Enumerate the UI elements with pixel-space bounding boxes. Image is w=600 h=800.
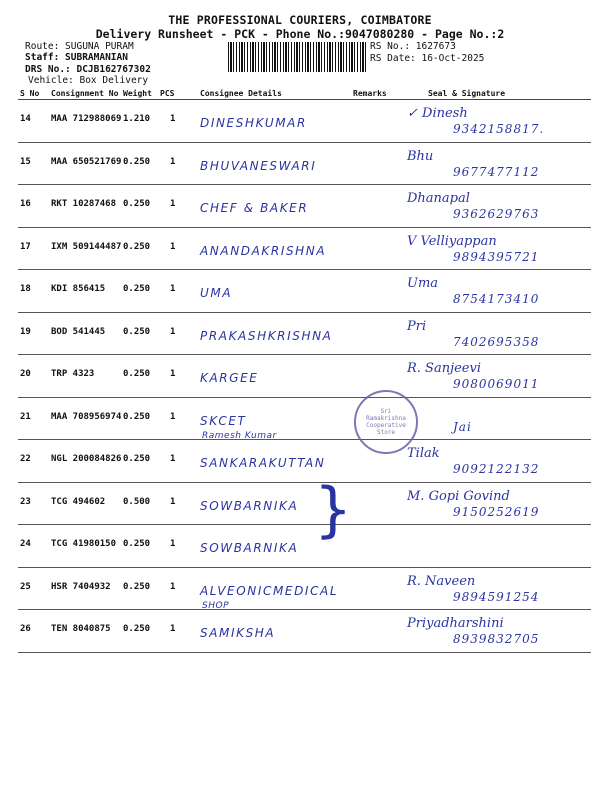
signature: R. Naveen [407, 573, 476, 589]
consignment-number: TCG 494602 [49, 482, 121, 525]
table-row [18, 185, 591, 228]
serial-number: 17 [18, 227, 49, 270]
phone-number: 7402695358 [453, 334, 540, 349]
consignee-name: SANKARAKUTTAN [198, 440, 351, 483]
rs-date: RS Date: 16-Oct-2025 [370, 53, 485, 64]
phone-number: 9080069011 [453, 377, 540, 391]
signature: Bhu [407, 148, 434, 164]
staff-label: Staff: SUBRAMANIAN [25, 52, 128, 63]
consignee-name: SOWBARNIKA [198, 482, 351, 525]
pieces: 1 [158, 312, 198, 355]
consignee-subtext: SHOP [202, 600, 229, 611]
serial-number: 19 [18, 312, 49, 355]
phone-number: 9894395721 [453, 249, 540, 264]
remarks [351, 610, 403, 653]
signature: Priyadharshini [407, 616, 504, 631]
vehicle-label: Vehicle: Box Delivery [28, 75, 149, 86]
signature-cell [403, 440, 591, 483]
weight: 0.250 [121, 142, 158, 185]
consignment-number: MAA 650521769 [49, 142, 121, 185]
remarks [351, 482, 403, 525]
signature: R. Sanjeevi [407, 361, 482, 376]
pieces: 1 [158, 355, 198, 398]
phone-number: 9677477112 [453, 164, 540, 179]
col-pcs: PCS [158, 88, 198, 100]
table-row [18, 100, 591, 143]
signature: Uma [407, 276, 439, 291]
consignment-number: KDI 856415 [49, 270, 121, 313]
serial-number: 20 [18, 355, 49, 398]
signature-cell [403, 185, 591, 228]
consignment-number: TEN 8040875 [49, 610, 121, 653]
weight: 1.210 [121, 100, 158, 143]
pieces: 1 [158, 185, 198, 228]
serial-number: 23 [18, 482, 49, 525]
signature: M. Gopi Govind [407, 488, 510, 504]
remarks [351, 142, 403, 185]
weight: 0.250 [121, 397, 158, 440]
remarks [351, 270, 403, 313]
remarks [351, 227, 403, 270]
phone-number: 9342158817. [453, 122, 545, 136]
weight: 0.250 [121, 270, 158, 313]
pieces: 1 [158, 525, 198, 568]
signature: V Velliyappan [407, 233, 497, 249]
table-row [18, 397, 591, 440]
weight: 0.500 [121, 482, 158, 525]
weight: 0.250 [121, 525, 158, 568]
drs-number: DRS No.: DCJB162767302 [25, 64, 151, 75]
runsheet-title: Delivery Runsheet - PCK - Phone No.:9047080280 - Page No.:2 [95, 27, 505, 41]
signature-cell [403, 227, 591, 270]
phone-number: 9092122132 [453, 462, 540, 476]
consignee-name: CHEF & BAKER [198, 185, 351, 228]
consignment-number: BOD 541445 [49, 312, 121, 355]
consignment-number: HSR 7404932 [49, 567, 121, 610]
table-header-row [18, 88, 591, 100]
weight: 0.250 [121, 610, 158, 653]
phone-number: 9362629763 [453, 207, 540, 221]
consignee-name: BHUVANESWARI [198, 142, 351, 185]
table-row [18, 440, 591, 483]
signature-cell [403, 312, 591, 355]
signature: Dhanapal [407, 191, 470, 206]
table-row [18, 142, 591, 185]
signature-cell [403, 100, 591, 143]
consignee-subtext: Ramesh Kumar [202, 430, 277, 441]
pieces: 1 [158, 270, 198, 313]
pieces: 1 [158, 567, 198, 610]
serial-number: 26 [18, 610, 49, 653]
consignee-name: SOWBARNIKA [198, 525, 351, 568]
col-sno: S No [18, 88, 49, 100]
serial-number: 21 [18, 397, 49, 440]
seal-stamp: Sri Ramakrishna Cooperative Store [354, 390, 418, 454]
phone-number: 9894591254 [453, 589, 540, 604]
grouping-brace: } [314, 475, 353, 545]
remarks [351, 185, 403, 228]
signature-cell [403, 610, 591, 653]
col-signature: Seal & Signature [403, 88, 591, 100]
phone-number: Jai [453, 419, 472, 434]
consignment-number: TCG 41980150 [49, 525, 121, 568]
pieces: 1 [158, 482, 198, 525]
col-weight: Weight [121, 88, 158, 100]
weight: 0.250 [121, 227, 158, 270]
weight: 0.250 [121, 567, 158, 610]
phone-number: 8939832705 [453, 632, 540, 646]
consignee-name: ANANDAKRISHNA [198, 227, 351, 270]
consignee-name: SAMIKSHA [198, 610, 351, 653]
table-row [18, 567, 591, 610]
pieces: 1 [158, 610, 198, 653]
consignment-number: NGL 200084826 [49, 440, 121, 483]
company-title: THE PROFESSIONAL COURIERS, COIMBATORE [168, 13, 432, 27]
weight: 0.250 [121, 355, 158, 398]
consignee-name: UMA [198, 270, 351, 313]
table-row [18, 227, 591, 270]
pieces: 1 [158, 142, 198, 185]
weight: 0.250 [121, 185, 158, 228]
col-remarks: Remarks [351, 88, 403, 100]
phone-number: 8754173410 [453, 292, 540, 306]
pieces: 1 [158, 440, 198, 483]
table-row [18, 312, 591, 355]
barcode [228, 42, 366, 72]
remarks [351, 100, 403, 143]
consignee-name: SKCET Ramesh Kumar [198, 397, 351, 440]
pieces: 1 [158, 397, 198, 440]
consignment-number: TRP 4323 [49, 355, 121, 398]
signature-cell [403, 525, 591, 568]
consignee-name: PRAKASHKRISHNA [198, 312, 351, 355]
route-label: Route: SUGUNA PURAM [25, 41, 134, 52]
consignment-number: RKT 10287468 [49, 185, 121, 228]
consignment-number: MAA 708956974 [49, 397, 121, 440]
pieces: 1 [158, 227, 198, 270]
signature-cell [403, 270, 591, 313]
pieces: 1 [158, 100, 198, 143]
serial-number: 18 [18, 270, 49, 313]
signature: Pri [407, 318, 427, 334]
serial-number: 25 [18, 567, 49, 610]
serial-number: 14 [18, 100, 49, 143]
phone-number: 9150252619 [453, 504, 540, 519]
runsheet-table [18, 88, 591, 653]
consignee-name: DINESHKUMAR [198, 100, 351, 143]
consignment-number: IXM 509144487 [49, 227, 121, 270]
table-row [18, 610, 591, 653]
serial-number: 22 [18, 440, 49, 483]
signature-cell [403, 567, 591, 610]
col-consignee: Consignee Details [198, 88, 351, 100]
serial-number: 15 [18, 142, 49, 185]
consignee-name: KARGEE [198, 355, 351, 398]
table-row [18, 355, 591, 398]
weight: 0.250 [121, 440, 158, 483]
table-row [18, 270, 591, 313]
signature: ✓ Dinesh [407, 106, 468, 121]
col-consignment: Consignment No [49, 88, 121, 100]
signature-cell [403, 482, 591, 525]
remarks [351, 525, 403, 568]
table-row [18, 482, 591, 525]
remarks [351, 312, 403, 355]
rs-number: RS No.: 1627673 [370, 41, 456, 52]
serial-number: 16 [18, 185, 49, 228]
weight: 0.250 [121, 312, 158, 355]
table-row [18, 525, 591, 568]
consignee-name: ALVEONICMEDICAL SHOP [198, 567, 351, 610]
signature: Tilak [407, 446, 440, 461]
remarks [351, 567, 403, 610]
consignment-number: MAA 712988069 [49, 100, 121, 143]
serial-number: 24 [18, 525, 49, 568]
signature-cell [403, 355, 591, 398]
signature-cell [403, 142, 591, 185]
signature-cell [403, 397, 591, 440]
